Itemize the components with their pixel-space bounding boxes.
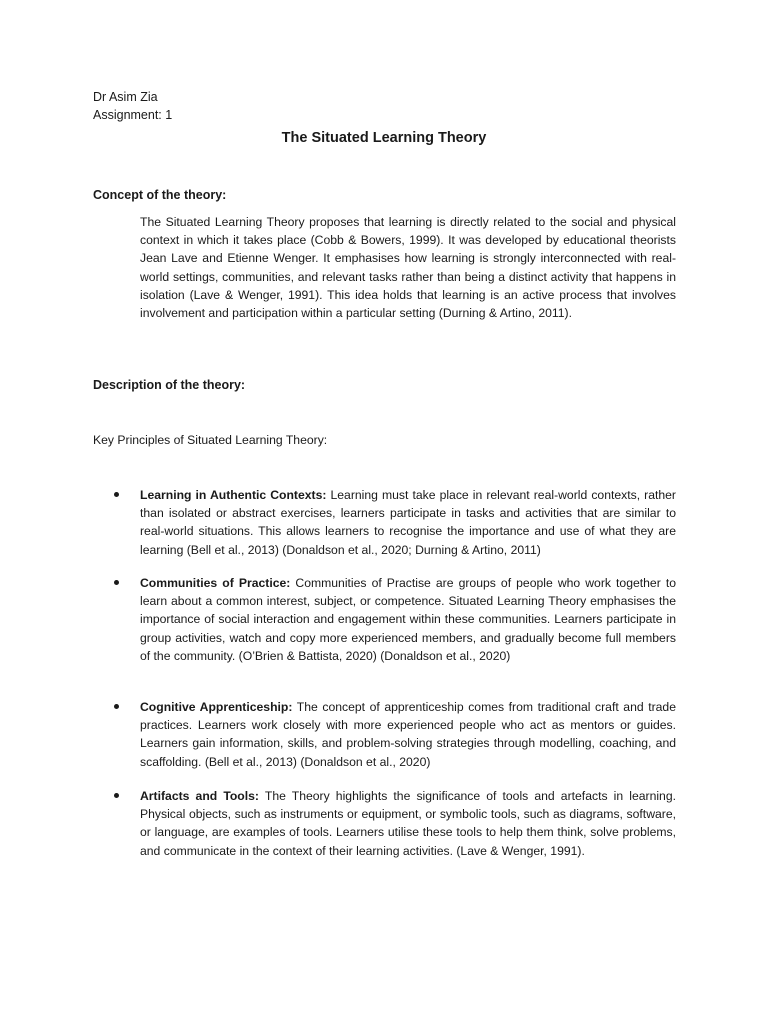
list-item-text xyxy=(140,486,676,559)
principle-term: Cognitive Apprenticeship: xyxy=(140,700,293,714)
list-item-text xyxy=(140,574,676,665)
bullet-icon xyxy=(114,492,119,497)
assignment-number: Assignment: 1 xyxy=(93,108,173,122)
bullet-icon xyxy=(114,704,119,709)
bullet-icon xyxy=(114,793,119,798)
principles-subheading: Key Principles of Situated Learning Theory: xyxy=(93,433,328,447)
principle-description: The Theory highlights the significance of tools and artefacts in learning. Physical objects, such as instruments or equipment, or symbolic tools, such as diagrams, software, or language, are examples of tools. Learners utilise these tools to help them think, solve problems, and communicate in the context of their learning activities. (Lave & Wenger, 1991). xyxy=(140,789,677,858)
principle-term: Artifacts and Tools: xyxy=(140,789,259,803)
list-item-text xyxy=(140,698,676,771)
list-item-text xyxy=(140,787,676,860)
principle-description: Communities of Practise are groups of people who work together to learn about a common interest, subject, or competence. Situated Learning Theory emphasises the importance of social interaction and engagement within these communities. Learners participate in group activities, watch and copy more experienced members, and gradually become full members of the community. (O’Brien & Battista, 2020) (Donaldson et al., 2020) xyxy=(140,576,676,663)
principle-description: The concept of apprenticeship comes from traditional craft and trade practices. Learners work closely with more experienced people who act as mentors or guides. Learners gain information, skills, and problem-solving strategies through modelling, coaching, and scaffolding. (Bell et al., 2013) (Donaldson et al., 2020) xyxy=(140,700,676,769)
principle-term: Communities of Practice: xyxy=(140,576,291,590)
bullet-icon xyxy=(114,580,119,585)
principle-description: Learning must take place in relevant real-world contexts, rather than isolated or abstract exercises, learners participate in tasks and activities that are similar to real-world situations. This allows learners to recognise the importance and use of what they are learning (Bell et al., 2013) (Donaldson et al., 2020; Durning & Artino, 2011) xyxy=(140,488,676,557)
principle-term: Learning in Authentic Contexts: xyxy=(140,488,327,502)
author-name: Dr Asim Zia xyxy=(93,90,158,104)
description-heading: Description of the theory: xyxy=(93,378,246,392)
concept-paragraph: The Situated Learning Theory proposes that learning is directly related to the social and physical context in which it takes place (Cobb & Bowers, 1999). It was developed by educational theorists Jean Lave and Etienne Wenger. It emphasises how learning is strongly interconnected with real-world settings, communities, and relevant tasks rather than being a distinct activity that happens in isolation (Lave & Wenger, 1991). This idea holds that learning is an active process that involves involvement and participation within a particular setting (Durning & Artino, 2011). xyxy=(140,215,676,321)
page-title: The Situated Learning Theory xyxy=(281,130,487,146)
concept-heading: Concept of the theory: xyxy=(93,188,227,202)
